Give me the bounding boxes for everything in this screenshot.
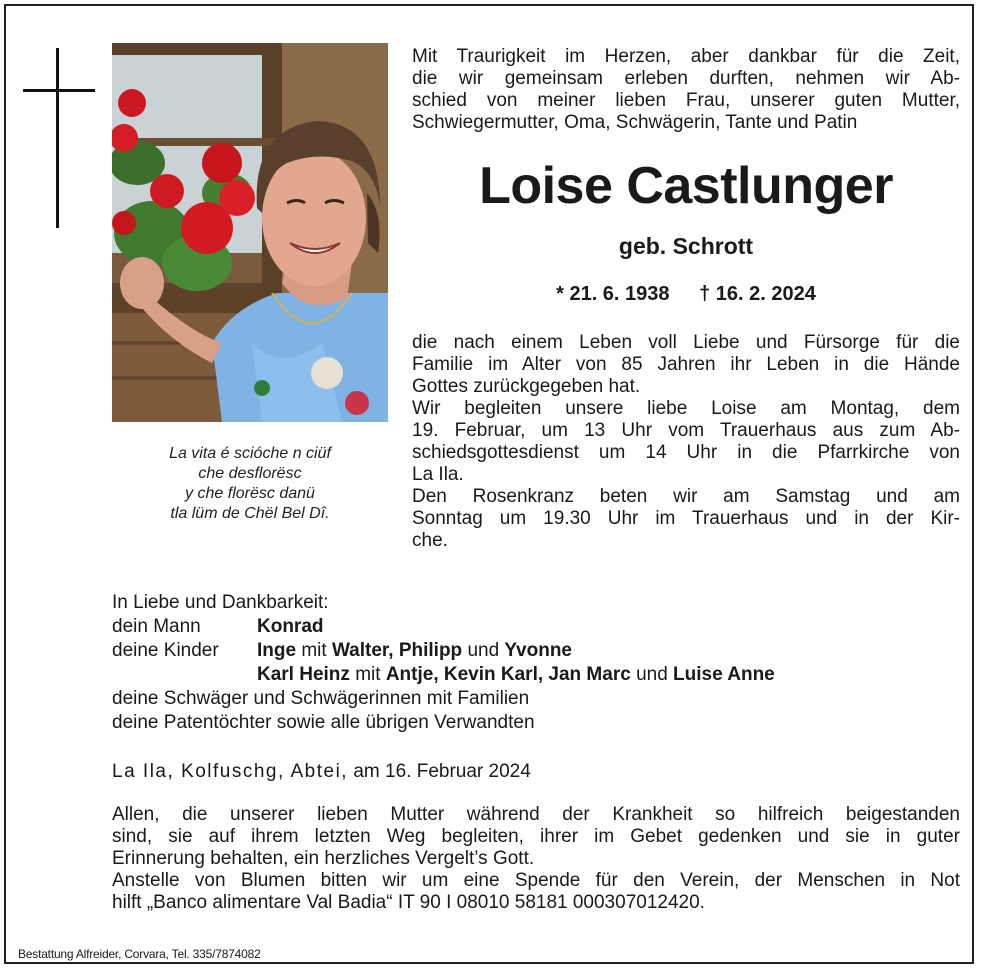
relatives-inlaws: deine Schwäger und Schwägerinnen mit Familien [112, 688, 530, 709]
body-line: Den Rosenkranz beten wir am Samstag und am [412, 486, 960, 507]
poem-line: La vita é scióche n ciüf [169, 445, 331, 462]
relatives-row-husband [112, 615, 960, 639]
connector-word: und [467, 640, 500, 661]
relatives-row-children [112, 639, 960, 663]
life-dates [412, 281, 960, 307]
relative-name: Antje, Kevin Karl, Jan Marc [385, 664, 631, 685]
thanks-line: sind, sie auf ihrem letzten Weg begleiten, ihrer im Gebet gedenken und sie in guter [112, 826, 960, 847]
thanks-text [112, 804, 960, 914]
thanks-line: hilft „Banco alimentare Val Badia“ IT 90 I 08010 58181 000307012420. [112, 892, 705, 913]
intro-line: Mit Traurigkeit im Herzen, aber dankbar für die Zeit, [412, 46, 960, 67]
body-line: che. [412, 530, 448, 551]
connector-word: und [636, 664, 668, 685]
relative-name: Konrad [257, 616, 324, 637]
connector-word: mit [355, 664, 381, 685]
intro-line: die wir gemeinsam erleben durften, nehmen wir Ab- [412, 68, 960, 89]
body-line: Wir begleiten unsere liebe Loise am Montag, dem [412, 398, 960, 419]
relative-name: Inge [257, 640, 297, 661]
poem [112, 444, 388, 524]
poem-line: y che florësc danü [185, 485, 315, 502]
relative-name: Karl Heinz [257, 664, 350, 685]
cross-horizontal-bar [23, 89, 95, 92]
body-text [412, 332, 960, 552]
relatives-label: dein Mann [112, 616, 201, 637]
place-and-date [112, 760, 960, 784]
relatives-godchildren: deine Patentöchter sowie alle übrigen Verwandten [112, 712, 535, 733]
portrait-image [112, 43, 388, 422]
death-date: † 16. 2. 2024 [699, 283, 816, 305]
thanks-line: Anstelle von Blumen bitten wir um eine Spende für den Verein, der Menschen in Not [112, 870, 960, 891]
body-line: Gottes zurückgegeben hat. [412, 376, 641, 397]
relative-name: Yvonne [504, 640, 572, 661]
funeral-home-footer: Bestattung Alfreider, Corvara, Tel. 335/7874082 [18, 947, 261, 961]
intro-line: Schwiegermutter, Oma, Schwägerin, Tante und Patin [412, 112, 858, 133]
deceased-name: Loise Castlunger [479, 157, 893, 215]
relatives-row-children-2 [112, 663, 960, 687]
obituary-notice [4, 4, 974, 964]
intro-line: schied von meiner lieben Frau, unserer guten Mutter, [412, 90, 960, 111]
notice-date: am 16. Februar 2024 [353, 761, 531, 782]
maiden-name: geb. Schrott [618, 233, 754, 259]
relatives-list [112, 591, 960, 735]
relatives-heading: In Liebe und Dankbarkeit: [112, 592, 329, 613]
body-line: 19. Februar, um 13 Uhr vom Trauerhaus aus zum Ab- [412, 420, 960, 441]
portrait-photo [112, 43, 388, 422]
place: La Ila, Kolfuschg, Abtei, [112, 761, 349, 782]
relative-name: Luise Anne [673, 664, 775, 685]
intro-text [412, 46, 960, 134]
body-line: Familie im Alter von 85 Jahren ihr Leben in die Hände [412, 354, 960, 375]
relatives-label: deine Kinder [112, 640, 219, 661]
poem-line: tla lüm de Chël Bel Dî. [170, 505, 330, 522]
body-line: La Ila. [412, 464, 464, 485]
birth-date: * 21. 6. 1938 [556, 283, 670, 305]
body-line: die nach einem Leben voll Liebe und Fürsorge für die [412, 332, 960, 353]
cross-vertical-bar [56, 48, 59, 228]
relative-name: Walter, Philipp [331, 640, 463, 661]
body-line: schiedsgottesdienst um 14 Uhr in die Pfarrkirche von [412, 442, 960, 463]
poem-line: che desflorësc [198, 465, 302, 482]
thanks-line: Erinnerung behalten, ein herzliches Vergelt’s Gott. [112, 848, 535, 869]
thanks-line: Allen, die unserer lieben Mutter während der Krankheit so hilfreich beigestanden [112, 804, 960, 825]
body-line: Sonntag um 19.30 Uhr im Trauerhaus und in der Kir- [412, 508, 960, 529]
connector-word: mit [301, 640, 327, 661]
